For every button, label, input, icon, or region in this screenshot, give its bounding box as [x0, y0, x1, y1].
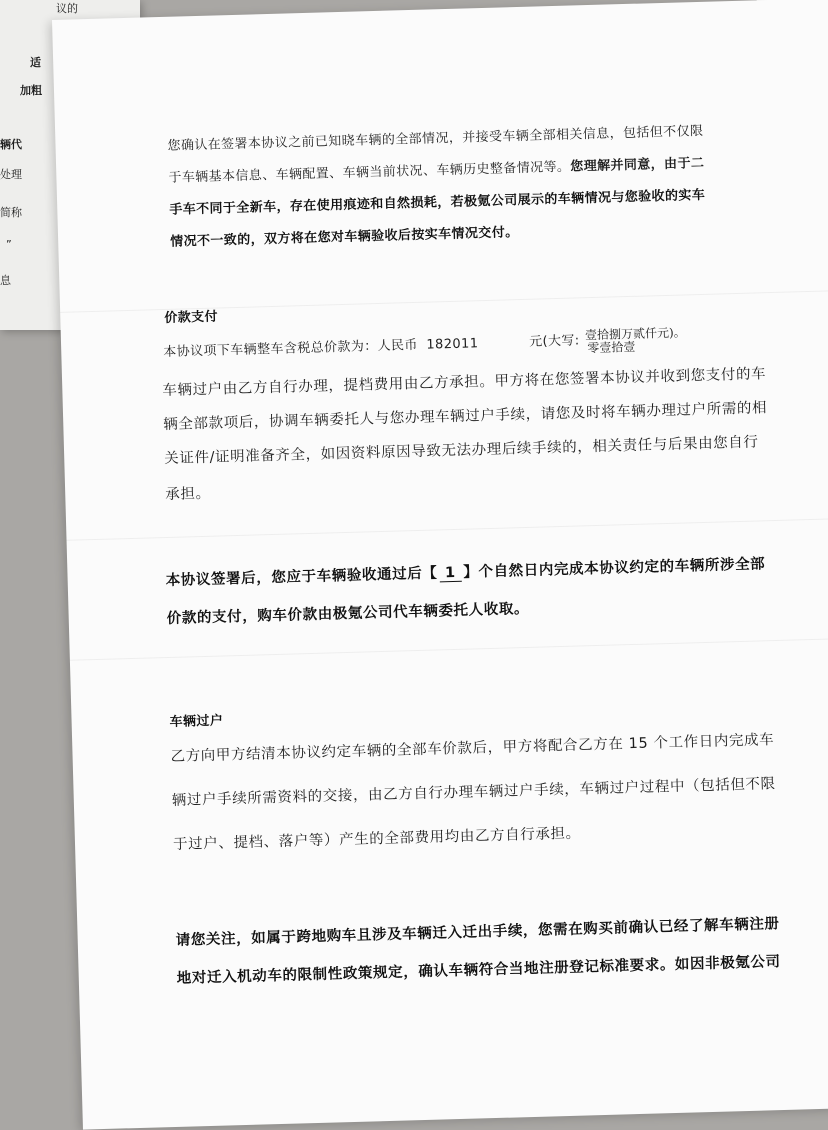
price-daxie-top: 壹拾捌万贰仟元)。	[584, 325, 686, 343]
ownership-line: 于过户、提档、落户等）产生的全部费用均由乙方自行承担。	[172, 825, 581, 853]
notice-line: 地对迁入机动车的限制性政策规定，确认车辆符合当地注册登记标准要求。如因非极氪公司	[176, 954, 781, 987]
payment-deadline-prefix: 本协议签署后，您应于车辆验收通过后【	[165, 565, 438, 590]
intro-bold-line: 情况不一致的，双方将在您对车辆验收后按实车情况交付。	[170, 225, 519, 250]
price-line	[163, 332, 479, 360]
payment-deadline-line	[165, 552, 765, 590]
price-prefix: 本协议项下车辆整车含税总价款为：人民币	[163, 337, 419, 361]
notice-line: 请您关注，如属于跨地购车且涉及车辆迁入迁出手续，您需在购买前确认已经了解车辆注册	[175, 916, 780, 949]
intro-bold-text: 您理解并同意，由于二	[570, 155, 705, 175]
intro-bold-line: 手车不同于全新车，存在使用痕迹和自然损耗，若极氪公司展示的车辆情况与您验收的实车	[169, 187, 706, 218]
section-heading-ownership: 车辆过户	[169, 713, 224, 730]
transfer-line: 承担。	[165, 485, 211, 504]
intro-line: 您确认在签署本协议之前已知晓车辆的全部情况，并接受车辆全部相关信息，包括但不仅限	[167, 123, 704, 154]
price-daxie-bottom: 零壹拾壹	[587, 339, 636, 356]
ownership-line: 乙方向甲方结清本协议约定车辆的全部车价款后，甲方将配合乙方在 15 个工作日内完成车	[170, 732, 775, 765]
bleed-through-line	[67, 517, 828, 541]
price-value: 182011	[426, 336, 479, 353]
background-fragment: 议的	[56, 2, 78, 15]
transfer-line: 关证件/证明准备齐全，如因资料原因导致无法办理后续手续的，相关责任与后果由您自行	[164, 434, 759, 468]
background-fragment: 息	[0, 274, 11, 287]
background-fragment: 加粗	[20, 84, 42, 97]
price-daxie	[585, 326, 686, 355]
bleed-through-line	[70, 637, 828, 661]
ownership-line: 辆过户手续所需资料的交接，由乙方自行办理车辆过户手续，车辆过户过程中（包括但不限	[171, 776, 776, 809]
background-fragment: 适	[30, 56, 41, 69]
background-fragment: 辆代	[0, 138, 22, 151]
intro-line	[168, 152, 704, 186]
price-daxie-label: 元(大写:	[528, 333, 580, 350]
background-fragment: ”	[6, 238, 12, 251]
section-heading-payment: 价款支付	[164, 309, 219, 326]
payment-deadline-suffix: 】个自然日内完成本协议约定的车辆所涉全部	[463, 556, 766, 581]
transfer-line: 辆全部款项后，协调车辆委托人与您办理车辆过户手续，请您及时将车辆办理过户所需的相	[163, 400, 768, 434]
payment-days-blank: 1	[439, 565, 461, 583]
transfer-line: 车辆过户由乙方自行办理，提档费用由乙方承担。甲方将在您签署本协议并收到您支付的车	[162, 366, 767, 400]
background-fragment: 处理	[0, 168, 22, 181]
document-page	[52, 0, 828, 1130]
intro-line-text: 于车辆基本信息、车辆配置、车辆当前状况、车辆历史整备情况等。	[168, 159, 571, 186]
payment-collector-line: 价款的支付，购车价款由极氪公司代车辆委托人收取。	[166, 600, 530, 628]
background-fragment: 简称	[0, 206, 22, 219]
